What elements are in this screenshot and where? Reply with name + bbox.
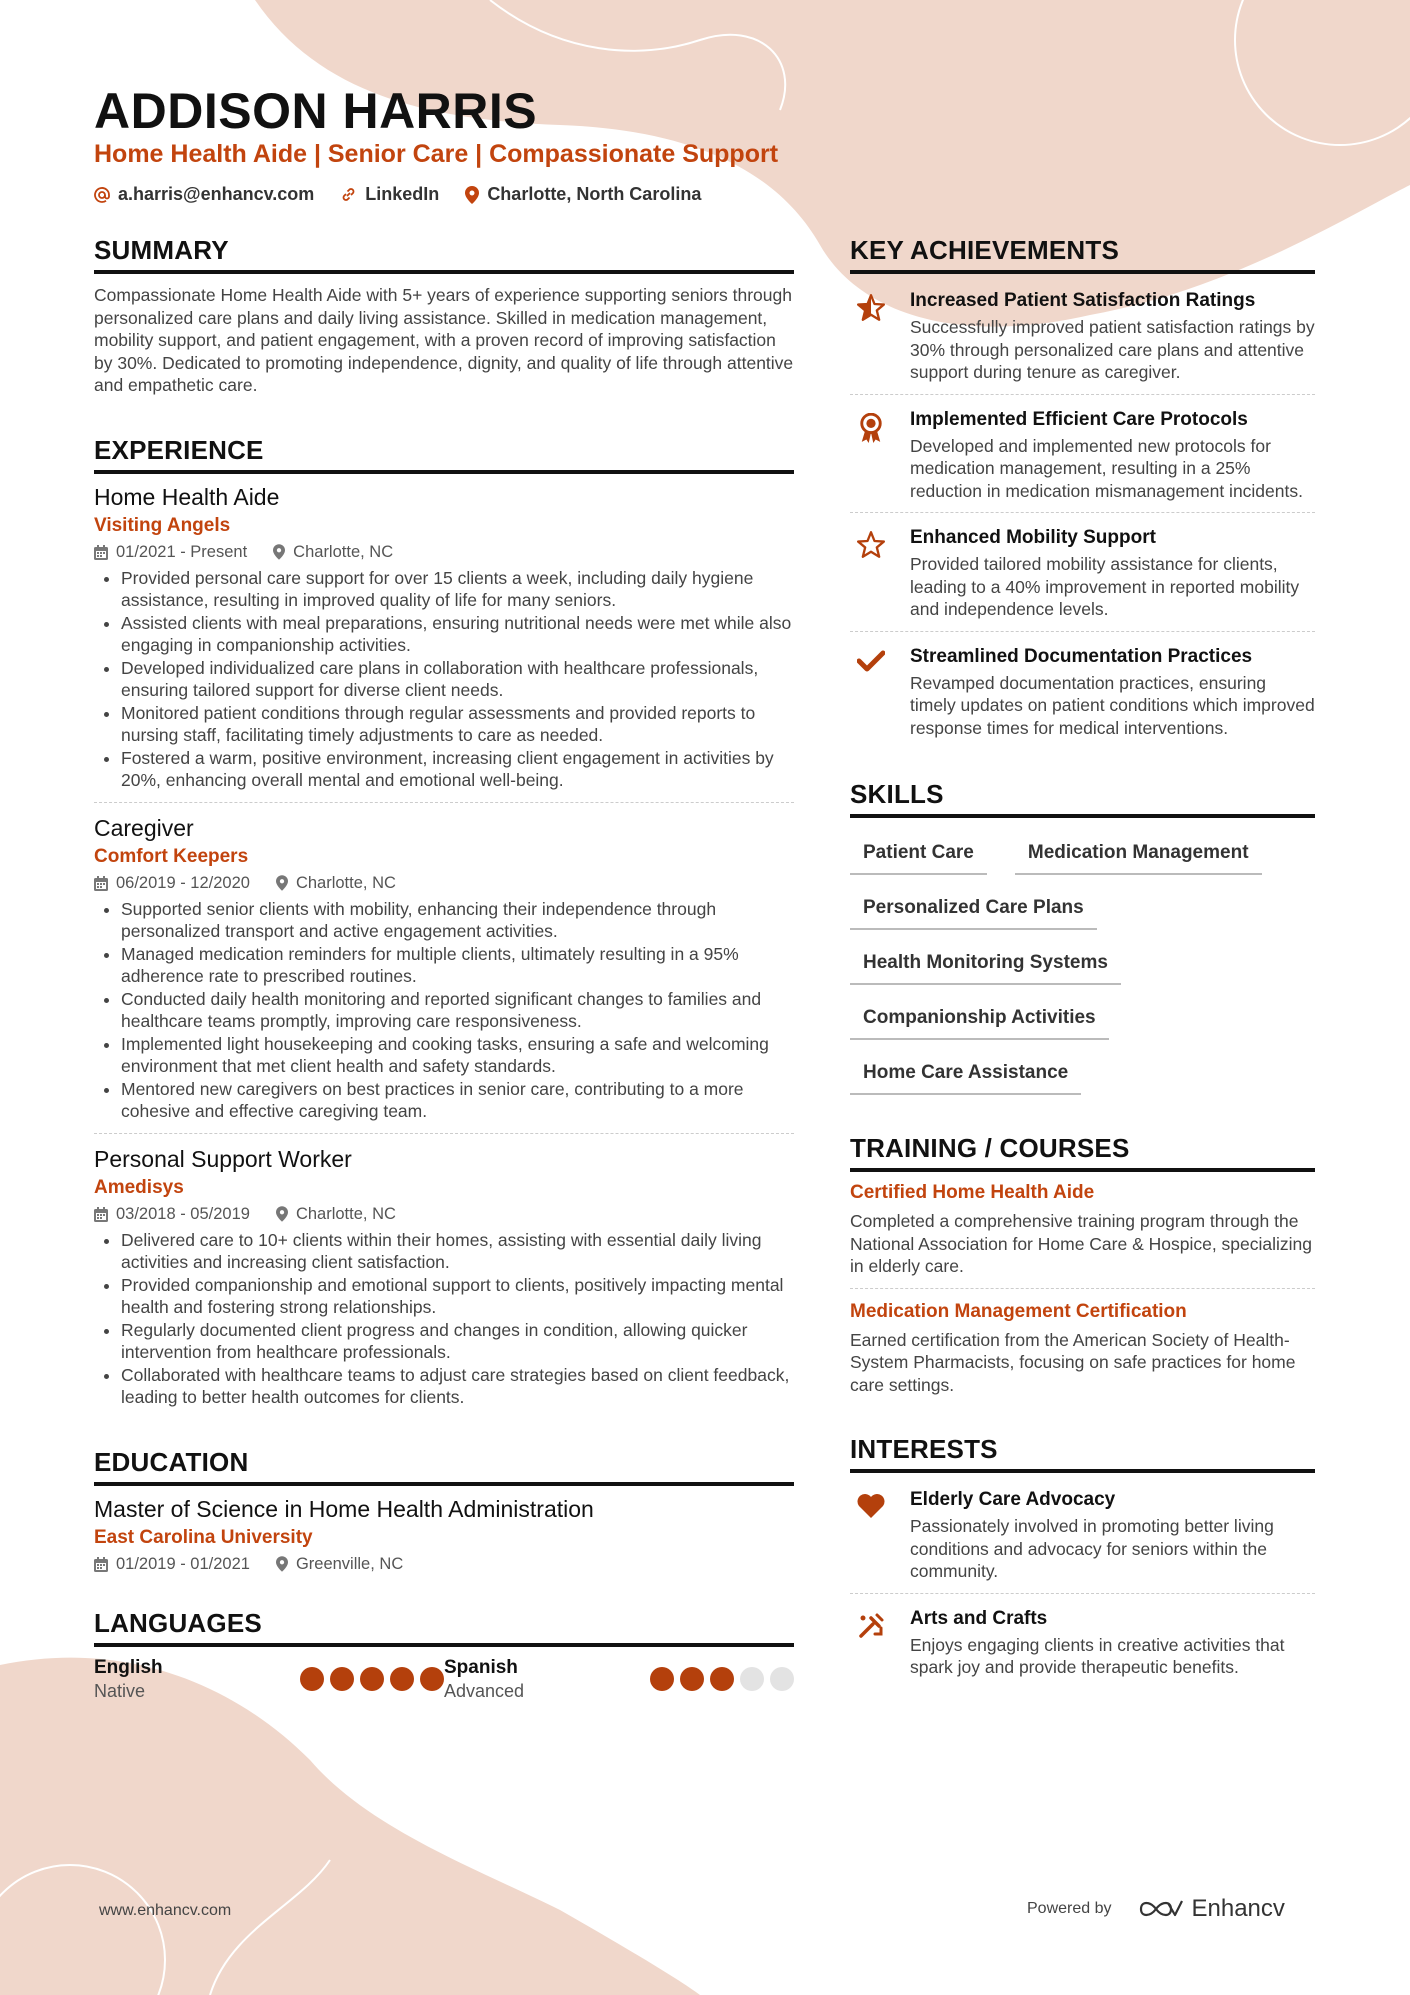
bullet-item: • Delivered care to 10+ clients within their homes, assisting with essential daily living activities and increasing client satisfaction. xyxy=(121,1229,794,1274)
contact-linkedin[interactable] xyxy=(340,184,439,205)
map-pin-icon xyxy=(276,875,288,891)
job-title: Caregiver xyxy=(94,814,194,841)
star-outline-icon xyxy=(850,527,892,621)
bullet-item: • Fostered a warm, positive environment, increasing client engagement in activities by 20%, enhancing overall mental and emotional well-being. xyxy=(121,747,794,792)
job-title: Home Health Aide xyxy=(94,483,280,510)
crafts-icon xyxy=(850,1608,892,1679)
left-column xyxy=(94,235,794,1702)
divider xyxy=(850,631,1315,632)
interest-desc: Passionately involved in promoting better living conditions and advocacy for seniors within the community. xyxy=(910,1516,1274,1581)
contact-email[interactable] xyxy=(94,184,314,205)
bullet-item: • Provided personal care support for over 15 clients a week, including daily hygiene assistance, resulting in improved quality of life for many seniors. xyxy=(121,567,794,612)
proficiency-dot-filled xyxy=(360,1667,384,1691)
achievement-item xyxy=(850,403,1315,513)
proficiency-dot-filled xyxy=(300,1667,324,1691)
skills-section xyxy=(850,779,1315,1095)
proficiency-dot-filled xyxy=(650,1667,674,1691)
skills-title: SKILLS xyxy=(850,779,1315,818)
brand-logo[interactable] xyxy=(1138,1895,1285,1923)
school-name: East Carolina University xyxy=(94,1526,313,1548)
job-bullets xyxy=(94,567,794,792)
divider xyxy=(94,802,794,803)
achievements-section xyxy=(850,235,1315,749)
achievement-desc: Developed and implemented new protocols for medication management, resulting in a 25% reduction in medication mismanagement incidents. xyxy=(910,435,1303,501)
award-ribbon-icon xyxy=(850,409,892,503)
location-text: Charlotte, North Carolina xyxy=(487,184,702,204)
bullet-item: • Provided companionship and emotional support to clients, positively impacting mental health and fostering strong relationships. xyxy=(121,1274,794,1319)
bullet-item: • Developed individualized care plans in collaboration with healthcare professionals, ensuring tailored support for diverse client needs. xyxy=(121,657,794,702)
skill-tag: Health Monitoring Systems xyxy=(850,944,1121,985)
bullet-item: • Implemented light housekeeping and cooking tasks, ensuring a safe and welcoming environment that met client health and safety standards. xyxy=(121,1033,794,1078)
star-half-icon xyxy=(850,290,892,384)
achievement-desc: Successfully improved patient satisfaction ratings by 30% through personalized care plans and attentive support during tenure as caregiver. xyxy=(910,317,1315,382)
email-text: a.harris@enhancv.com xyxy=(118,184,315,204)
checkmark-icon xyxy=(850,646,892,740)
job-location: Charlotte, NC xyxy=(295,1204,396,1223)
education-title: EDUCATION xyxy=(94,1447,794,1486)
summary-title: SUMMARY xyxy=(94,235,794,274)
divider xyxy=(94,1133,794,1134)
job-title: Personal Support Worker xyxy=(94,1145,352,1172)
languages-title: LANGUAGES xyxy=(94,1608,794,1647)
proficiency-dots xyxy=(650,1667,794,1691)
interest-title: Elderly Care Advocacy xyxy=(910,1489,1116,1510)
calendar-icon xyxy=(94,545,108,560)
interest-item xyxy=(850,1602,1315,1689)
job-bullets xyxy=(94,898,794,1123)
interests-section xyxy=(850,1434,1315,1689)
course-title: Certified Home Health Aide xyxy=(850,1182,1095,1203)
achievement-desc: Revamped documentation practices, ensuring timely updates on patient conditions which improved response times for medical interventions. xyxy=(910,672,1315,738)
at-icon xyxy=(94,187,110,203)
skill-tag: Patient Care xyxy=(850,834,987,875)
education-location: Greenville, NC xyxy=(295,1554,404,1573)
job-location: Charlotte, NC xyxy=(293,542,394,561)
experience-title: EXPERIENCE xyxy=(94,435,794,474)
interest-title: Arts and Crafts xyxy=(910,1607,1048,1629)
languages-section xyxy=(94,1608,794,1702)
achievements-title: KEY ACHIEVEMENTS xyxy=(850,235,1315,274)
interests-title: INTERESTS xyxy=(850,1434,1315,1473)
bullet-item: • Mentored new caregivers on best practices in senior care, contributing to a more cohesive and effective caregiving team. xyxy=(121,1078,794,1123)
achievement-item xyxy=(850,521,1315,631)
education-meta xyxy=(94,1555,794,1574)
right-column xyxy=(850,235,1315,1689)
achievement-item xyxy=(850,284,1315,394)
proficiency-dot-empty xyxy=(770,1667,794,1691)
bullet-item: • Supported senior clients with mobility, enhancing their independence through personalized transport and active engagement activities. xyxy=(121,898,794,943)
skill-tag: Medication Management xyxy=(1015,834,1262,875)
language-level: Advanced xyxy=(444,1680,525,1701)
job-entry xyxy=(94,484,794,792)
bullet-item: • Monitored patient conditions through regular assessments and provided reports to nursing staff, facilitating timely adjustments to care as needed. xyxy=(121,702,794,747)
skill-tag: Companionship Activities xyxy=(850,999,1109,1040)
language-item xyxy=(94,1657,444,1702)
company-name: Comfort Keepers xyxy=(94,845,249,867)
heart-icon xyxy=(850,1489,892,1583)
contact-location xyxy=(465,184,701,205)
language-name: English xyxy=(94,1656,163,1678)
proficiency-dot-empty xyxy=(740,1667,764,1691)
proficiency-dot-filled xyxy=(680,1667,704,1691)
job-dates: 06/2019 - 12/2020 xyxy=(116,873,250,892)
language-item xyxy=(444,1657,794,1702)
map-pin-icon xyxy=(465,186,479,204)
job-entry xyxy=(94,815,794,1123)
proficiency-dot-filled xyxy=(710,1667,734,1691)
course-item xyxy=(850,1301,1315,1397)
education-dates: 01/2019 - 01/2021 xyxy=(116,1554,250,1573)
footer-website[interactable]: www.enhancv.com xyxy=(99,1902,232,1919)
education-section xyxy=(94,1447,794,1574)
enhancv-logo-icon xyxy=(1138,1897,1184,1921)
proficiency-dot-filled xyxy=(390,1667,414,1691)
map-pin-icon xyxy=(276,1556,288,1572)
footer-branding xyxy=(1027,1895,1285,1923)
calendar-icon xyxy=(94,876,108,891)
calendar-icon xyxy=(94,1557,108,1572)
achievement-title: Streamlined Documentation Practices xyxy=(910,645,1253,667)
link-icon xyxy=(340,186,357,203)
divider xyxy=(850,1593,1315,1594)
summary-section xyxy=(94,235,794,397)
language-name: Spanish xyxy=(444,1656,518,1678)
proficiency-dot-filled xyxy=(420,1667,444,1691)
divider xyxy=(850,1288,1315,1289)
bullet-item: • Conducted daily health monitoring and reported significant changes to families and healthcare teams promptly, improving care responsiveness. xyxy=(121,988,794,1033)
bullet-item: • Assisted clients with meal preparations, ensuring nutritional needs were met while also engaging in companionship activities. xyxy=(121,612,794,657)
brand-name: Enhancv xyxy=(1191,1895,1285,1922)
job-dates: 03/2018 - 05/2019 xyxy=(116,1204,250,1223)
proficiency-dot-filled xyxy=(330,1667,354,1691)
course-desc: Earned certification from the American Society of Health-System Pharmacists, focusing on safe practices for home care settings. xyxy=(850,1329,1296,1395)
skills-list xyxy=(850,828,1315,1095)
proficiency-dots xyxy=(300,1667,444,1691)
job-entry xyxy=(94,1146,794,1409)
powered-by-text: Powered by xyxy=(1027,1900,1112,1917)
achievement-title: Enhanced Mobility Support xyxy=(910,527,1156,548)
skill-tag: Home Care Assistance xyxy=(850,1054,1081,1095)
map-pin-icon xyxy=(276,1206,288,1222)
divider xyxy=(850,394,1315,395)
achievement-title: Increased Patient Satisfaction Ratings xyxy=(910,290,1256,311)
skill-tag: Personalized Care Plans xyxy=(850,889,1097,930)
course-item xyxy=(850,1182,1315,1278)
training-section xyxy=(850,1133,1315,1396)
interest-desc: Enjoys engaging clients in creative activities that spark joy and provide therapeutic benefits. xyxy=(910,1634,1285,1677)
degree-title: Master of Science in Home Health Administration xyxy=(94,1495,594,1522)
divider xyxy=(850,512,1315,513)
interest-item xyxy=(850,1483,1315,1593)
course-desc: Completed a comprehensive training program through the National Association for Home Care & Hospice, specializing in elderly care. xyxy=(850,1211,1313,1276)
language-level: Native xyxy=(94,1680,146,1701)
headline: Home Health Aide | Senior Care | Compassionate Support xyxy=(94,140,779,168)
bullet-item: • Managed medication reminders for multiple clients, ultimately resulting in a 95% adherence rate to prescribed routines. xyxy=(121,943,794,988)
summary-text: Compassionate Home Health Aide with 5+ years of experience supporting seniors through personalized care plans and daily living assistance. Skilled in medication management, mobility support, and patient engagement, with a proven record of improving satisfaction by 30%. Dedicated to promoting independence, dignity, and quality of life through attentive and empathetic care. xyxy=(94,285,794,395)
calendar-icon xyxy=(94,1207,108,1222)
bullet-item: • Collaborated with healthcare teams to adjust care strategies based on client feedback, leading to better health outcomes for clients. xyxy=(121,1364,794,1409)
company-name: Visiting Angels xyxy=(94,514,231,536)
job-location: Charlotte, NC xyxy=(295,873,396,892)
job-meta xyxy=(94,1205,794,1224)
bullet-item: • Regularly documented client progress and changes in condition, allowing quicker intervention from healthcare professionals. xyxy=(121,1319,794,1364)
job-bullets xyxy=(94,1229,794,1409)
experience-section xyxy=(94,435,794,1409)
course-title: Medication Management Certification xyxy=(850,1300,1187,1322)
job-dates: 01/2021 - Present xyxy=(116,542,248,561)
job-meta xyxy=(94,543,794,562)
achievement-title: Implemented Efficient Care Protocols xyxy=(910,408,1248,430)
languages-list xyxy=(94,1657,794,1702)
training-title: TRAINING / COURSES xyxy=(850,1133,1315,1172)
candidate-name: ADDISON HARRIS xyxy=(94,83,538,139)
linkedin-text: LinkedIn xyxy=(365,184,440,204)
job-meta xyxy=(94,874,794,893)
achievement-item xyxy=(850,640,1315,750)
company-name: Amedisys xyxy=(94,1176,184,1198)
achievement-desc: Provided tailored mobility assistance for clients, leading to a 40% improvement in reported mobility and independence levels. xyxy=(910,554,1300,619)
map-pin-icon xyxy=(273,544,285,560)
contact-bar xyxy=(94,184,701,205)
